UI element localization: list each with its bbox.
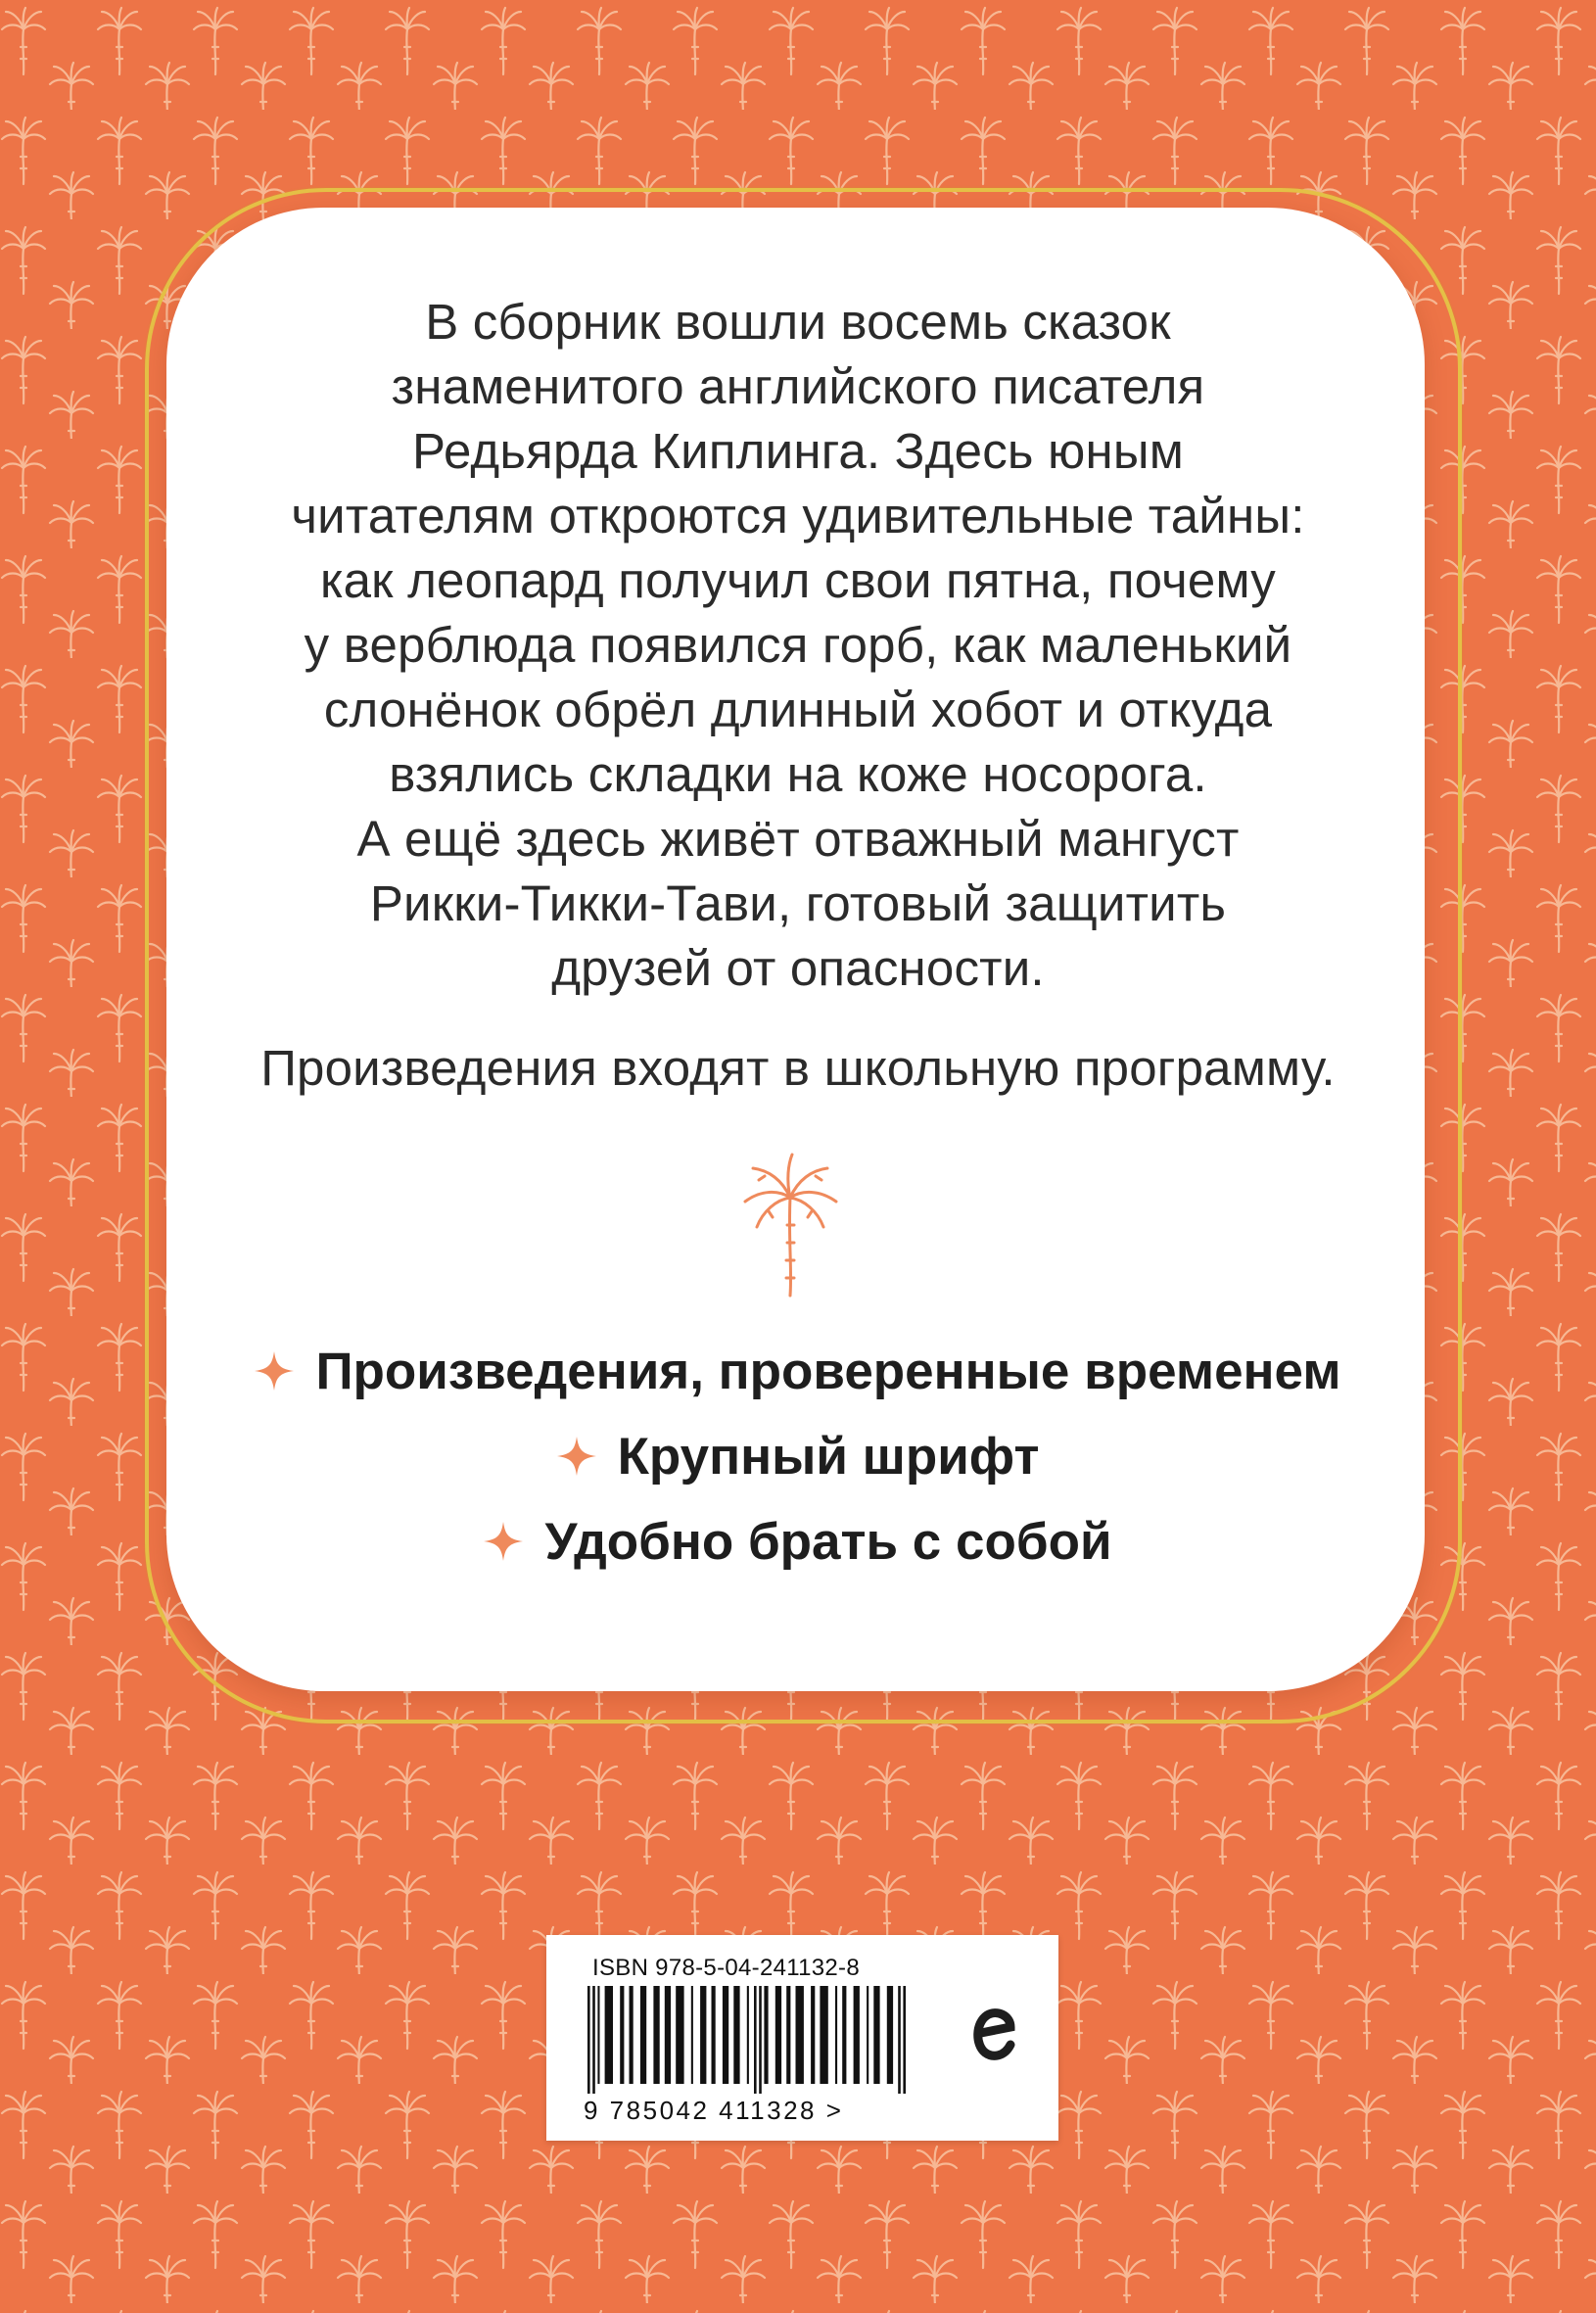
barcode-bar: [764, 1986, 768, 2084]
book-description: [186, 290, 1410, 1001]
barcode-bar: [676, 1986, 683, 2084]
barcode-bar: [640, 1986, 646, 2084]
description-line: у верблюда появился горб, как маленький: [304, 617, 1292, 673]
description-line: слонёнок обрёл длинный хобот и откуда: [323, 682, 1273, 737]
description-line: А ещё здесь живёт отважный мангуст: [356, 811, 1240, 867]
four-point-star-icon: [255, 1351, 294, 1391]
barcode-bar: [842, 1986, 846, 2084]
barcode-bar: [903, 1986, 906, 2094]
feature-label: Удобно брать с собой: [544, 1513, 1112, 1571]
feature-label: Произведения, проверенные временем: [315, 1343, 1341, 1400]
barcode-bar: [587, 1986, 590, 2094]
barcode-bar: [796, 1986, 804, 2084]
feature-label: Крупный шрифт: [617, 1428, 1040, 1486]
barcode-bar: [700, 1986, 706, 2084]
palm-tree-icon: [739, 1151, 842, 1298]
barcode-bar: [759, 1986, 762, 2094]
barcode-bar: [898, 1986, 901, 2094]
barcode-label: [546, 1935, 1058, 2141]
description-line: В сборник вошли восемь сказок: [425, 294, 1171, 350]
barcode-bar: [747, 1986, 749, 2084]
description-line: Редьярда Киплинга. Здесь юным: [412, 423, 1184, 479]
isbn-number: ISBN 978-5-04-241132-8: [592, 1955, 860, 1981]
description-line: Рикки-Тикки-Тави, готовый защитить: [369, 875, 1227, 931]
barcode-bar: [835, 1986, 837, 2084]
four-point-star-icon: [557, 1437, 596, 1476]
barcode: [584, 1986, 951, 2094]
barcode-bar: [873, 1986, 879, 2084]
description-line: как леопард получил свои пятна, почему: [319, 552, 1276, 608]
description-line: знаменитого английского писателя: [391, 358, 1205, 414]
barcode-bar: [597, 1986, 599, 2084]
barcode-bar: [887, 1986, 893, 2084]
barcode-bar: [775, 1986, 781, 2084]
description-line: друзей от опасности.: [551, 940, 1045, 996]
barcode-bar: [691, 1986, 693, 2084]
barcode-bar: [754, 1986, 757, 2094]
four-point-star-icon: [484, 1522, 523, 1561]
barcode-bar: [605, 1986, 613, 2084]
barcode-bar: [592, 1986, 595, 2094]
barcode-bar: [653, 1986, 659, 2084]
barcode-digits: 9 785042 411328 >: [584, 2096, 844, 2125]
barcode-bar: [620, 1986, 624, 2084]
curriculum-note: Произведения входят в школьную программу.: [260, 1040, 1336, 1096]
barcode-bar: [786, 1986, 790, 2084]
feature-item: [0, 1342, 1596, 1401]
barcode-bar: [630, 1986, 634, 2084]
feature-item: [0, 1512, 1596, 1572]
description-line: читателям откроются удивительные тайны:: [291, 488, 1305, 543]
barcode-bar: [712, 1986, 716, 2084]
barcode-bar: [733, 1986, 739, 2084]
publisher-logo-icon: [965, 1994, 1024, 2068]
barcode-bar: [867, 1986, 868, 2084]
barcode-bar: [854, 1986, 860, 2084]
description-line: взялись складки на коже носорога.: [389, 746, 1207, 802]
barcode-bar: [820, 1986, 827, 2084]
barcode-bar: [811, 1986, 815, 2084]
feature-item: [0, 1427, 1596, 1487]
barcode-bar: [665, 1986, 671, 2084]
barcode-bar: [723, 1986, 728, 2084]
